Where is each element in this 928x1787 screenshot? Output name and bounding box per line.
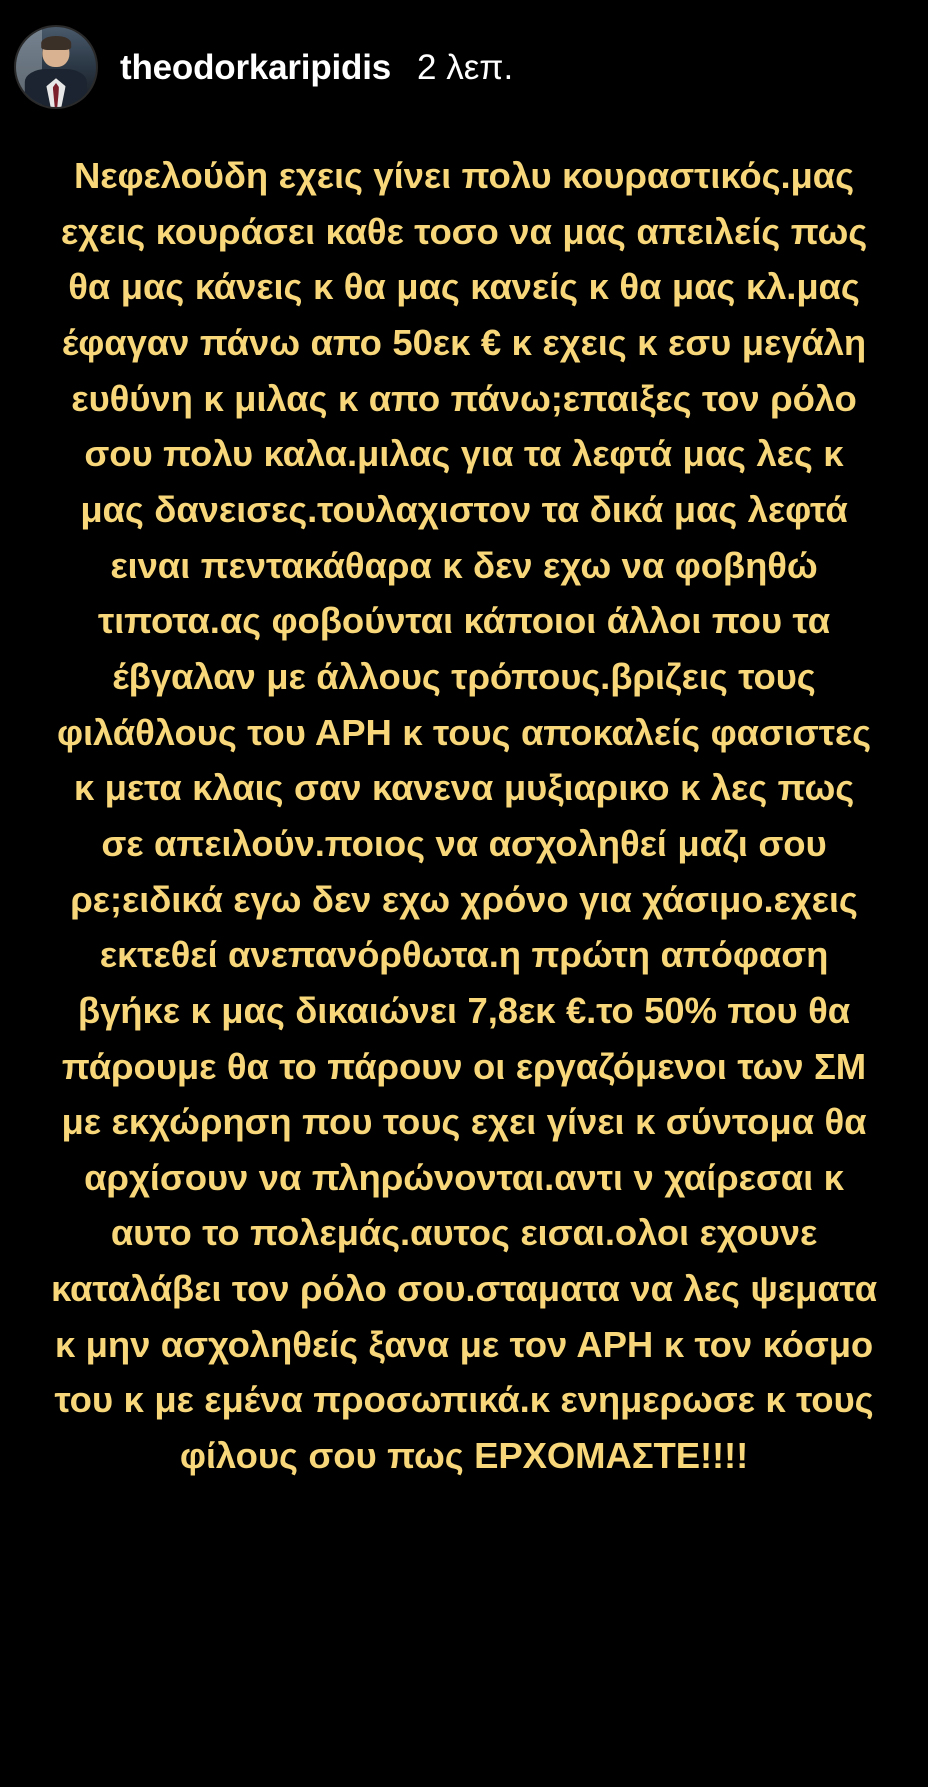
avatar[interactable] [14, 25, 98, 109]
story-body [0, 118, 928, 1787]
story-message-text: Νεφελούδη εχεις γίνει πολυ κουραστικός.μας εχεις κουράσει καθε τοσο να μας απειλείς πως θα μας κάνεις κ θα μας κανείς κ θα μας κλ.μας έφαγαν πάνω απο 50εκ € κ εχεις κ εσυ μεγάλη ευθύνη κ μιλας κ απο πάνω;επαιξες τον ρόλο σου πολυ καλα.μιλας για τα λεφτά μας λες κ μας δανεισες.τουλαχιστον τα δικά μας λεφτά ειναι πεντακάθαρα κ δεν εχω να φοβηθώ τιποτα.ας φοβούνται κάποιοι άλλοι που τα έβγαλαν με άλλους τρόπους.βριζεις τους φιλάθλους του ΑΡΗ κ τους αποκαλείς φασιστες κ μετα κλαις σαν κανενα μυξιαρικο κ λες πως σε απειλούν.ποιος να ασχοληθεί μαζι σου ρε;ειδικά εγω δεν εχω χρόνο για χάσιμο.εχεις εκτεθεί ανεπανόρθωτα.η πρώτη απόφαση βγήκε κ μας δικαιώνει 7,8εκ €.το 50% που θα πάρουμε θα το πάρουν οι εργαζόμενοι των ΣΜ με εκχώρηση που τους εχει γίνει κ σύντομα θα αρχίσουν να πληρώνονται.αντι ν χαίρεσαι κ αυτο το πολεμάς.αυτος εισαι.ολοι εχουνε καταλάβει τον ρόλο σου.σταματα να λες ψεματα κ μην ασχοληθείς ξανα με τον ΑΡΗ κ τον κόσμο του κ με εμένα προσωπικά.κ ενημερωσε κ τους φίλους σου πως ΕΡΧΟΜΑΣΤΕ!!!! [50, 155, 888, 1477]
username-label[interactable]: theodorkaripidis [120, 47, 392, 87]
timestamp-label: 2 λεπ. [417, 47, 514, 87]
avatar-image [16, 27, 96, 107]
avatar-hair-shape [41, 36, 71, 50]
story-header-text [120, 47, 514, 87]
story-header [0, 0, 928, 118]
